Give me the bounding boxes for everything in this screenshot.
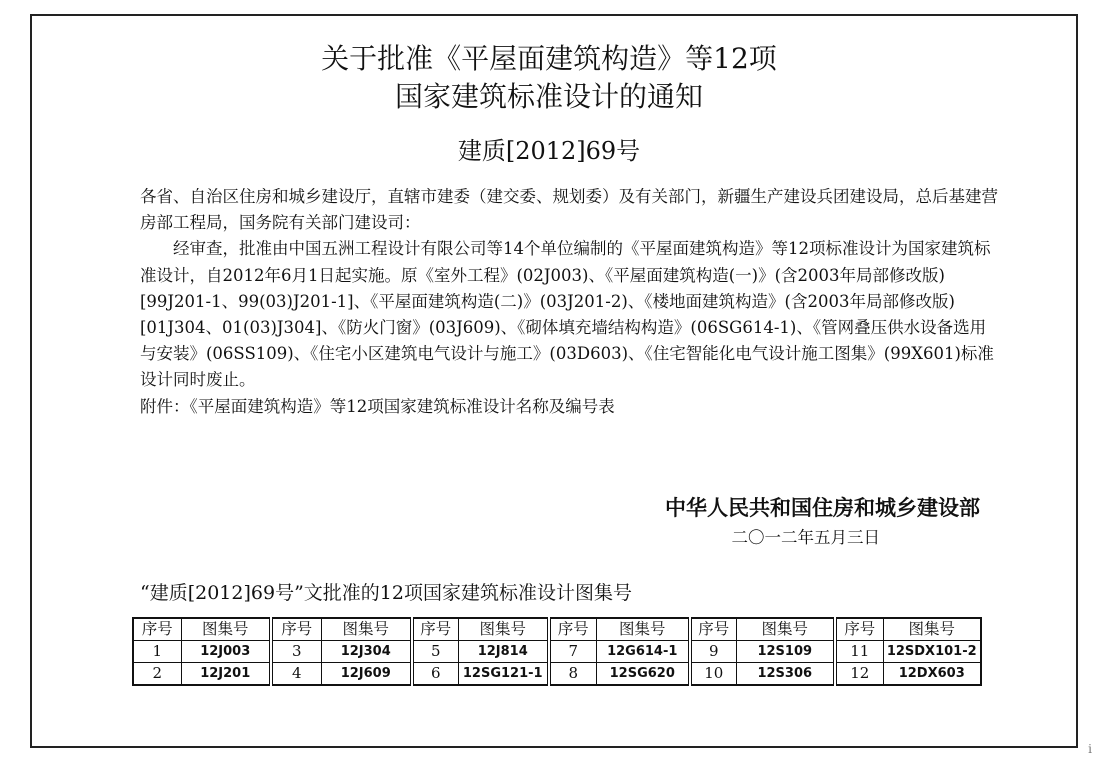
- header-no: 序号: [835, 618, 883, 641]
- atlas-code-cell: 12J304: [321, 641, 412, 663]
- document-number: 建质[2012]69号: [457, 137, 641, 165]
- table-caption: “建质[2012]69号”文批准的12项国家建筑标准设计图集号: [140, 582, 632, 604]
- atlas-code-cell: 12J814: [458, 641, 549, 663]
- table-row: [133, 641, 981, 663]
- atlas-code-cell: 12S306: [736, 663, 835, 686]
- corner-mark: i: [1088, 742, 1092, 756]
- atlas-code-cell: 12DX603: [883, 663, 981, 686]
- serial-number-cell: 4: [271, 663, 321, 686]
- atlas-number-table: [132, 617, 982, 686]
- header-code: 图集号: [883, 618, 981, 641]
- atlas-code-cell: 12J609: [321, 663, 412, 686]
- header-code: 图集号: [596, 618, 690, 641]
- serial-number-cell: 10: [690, 663, 736, 686]
- serial-number-cell: 7: [549, 641, 596, 663]
- serial-number-cell: 12: [835, 663, 883, 686]
- atlas-code-cell: 12SG121-1: [458, 663, 549, 686]
- atlas-code-cell: 12SG620: [596, 663, 690, 686]
- table-row: [133, 663, 981, 686]
- atlas-code-cell: 12SDX101-2: [883, 641, 981, 663]
- header-no: 序号: [412, 618, 458, 641]
- serial-number-cell: 11: [835, 641, 883, 663]
- notice-title-line-2: 国家建筑标准设计的通知: [394, 80, 703, 113]
- header-no: 序号: [133, 618, 181, 641]
- atlas-code-cell: 12G614-1: [596, 641, 690, 663]
- header-no: 序号: [271, 618, 321, 641]
- header-code: 图集号: [458, 618, 549, 641]
- notice-title-line-1: 关于批准《平屋面建筑构造》等12项: [321, 42, 777, 75]
- serial-number-cell: 1: [133, 641, 181, 663]
- atlas-code-cell: 12J201: [181, 663, 271, 686]
- header-no: 序号: [690, 618, 736, 641]
- serial-number-cell: 8: [549, 663, 596, 686]
- issuing-authority: 中华人民共和国住房和城乡建设部: [665, 496, 980, 520]
- table-header-row: [133, 618, 981, 641]
- recipients-paragraph: 各省、自治区住房和城乡建设厅，直辖市建委（建交委、规划委）及有关部门，新疆生产建设兵团建设局，总后基建营房部工程局，国务院有关部门建设司：: [140, 187, 998, 233]
- header-code: 图集号: [736, 618, 835, 641]
- header-code: 图集号: [181, 618, 271, 641]
- issue-date: 二〇一二年五月三日: [731, 528, 880, 547]
- header-code: 图集号: [321, 618, 412, 641]
- serial-number-cell: 9: [690, 641, 736, 663]
- atlas-code-cell: 12J003: [181, 641, 271, 663]
- main-paragraph: 经审查，批准由中国五洲工程设计有限公司等14个单位编制的《平屋面建筑构造》等12项标准设计为国家建筑标准设计，自2012年6月1日起实施。原《室外工程》(02J003)、《平屋面建筑构造(一)》(含2003年局部修改版)[99J201-1、99(03)J201-1]、《平屋面建筑构造(二)》(03J201-2)、《楼地面建筑构造》(含2003年局部修改版)[01J304、01(03)J304]、《防火门窗》(03J609)、《砌体填充墙结构构造》(06SG614-1)、《管网叠压供水设备选用与安装》(06SS109)、《住宅小区建筑电气设计与施工》(03D603)、《住宅智能化电气设计施工图集》(99X601)标准设计同时废止。: [140, 239, 994, 390]
- attachment-line: 附件：《平屋面建筑构造》等12项国家建筑标准设计名称及编号表: [140, 396, 615, 416]
- serial-number-cell: 3: [271, 641, 321, 663]
- serial-number-cell: 5: [412, 641, 458, 663]
- serial-number-cell: 6: [412, 663, 458, 686]
- serial-number-cell: 2: [133, 663, 181, 686]
- atlas-code-cell: 12S109: [736, 641, 835, 663]
- header-no: 序号: [549, 618, 596, 641]
- notice-body: [140, 184, 1000, 420]
